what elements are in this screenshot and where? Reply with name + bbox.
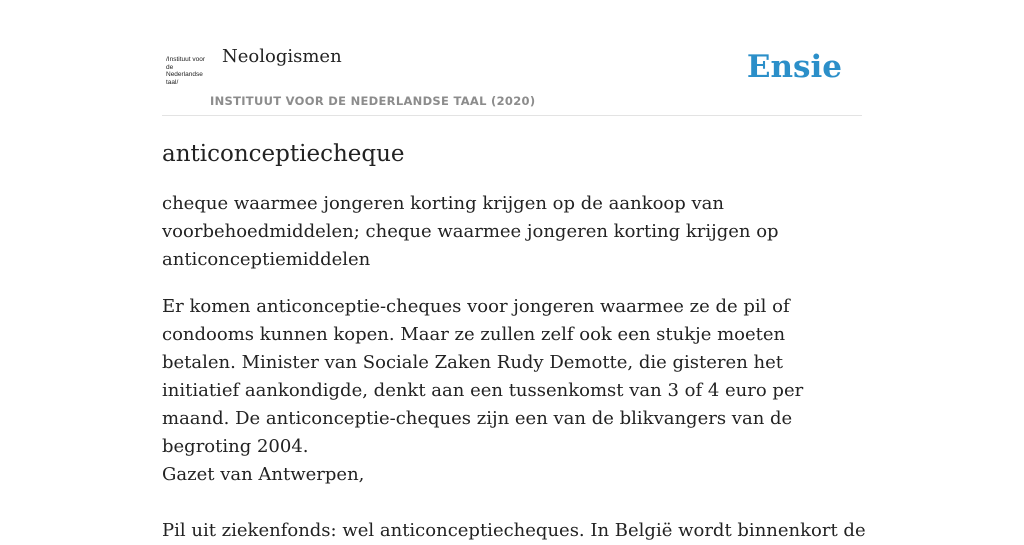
source-name[interactable]: Neologismen <box>222 46 342 67</box>
definition: cheque waarmee jongeren korting krijgen op de aankoop van voorbehoedmiddelen; cheque waarmee jongeren korting krijgen op anticonceptiemiddelen <box>162 193 779 270</box>
quote-text: Er komen anticonceptie-cheques voor jongeren waarmee ze de pil of condooms kunnen kopen. Maar ze zullen zelf ook een stukje moeten betalen. Minister van Sociale Zaken Rudy Demotte, die gisteren het initiatief aankondigde, denkt aan een tussenkomst van 3 of 4 euro per maand. De anticonceptie-cheques zijn een van de blikvangers van de begroting 2004. <box>162 296 804 457</box>
entry-content <box>162 138 866 545</box>
quote-source: Gazet van Antwerpen, <box>162 464 365 485</box>
example-quote-2: Pil uit ziekenfonds: wel anticonceptiecheques. In België wordt binnenkort de <box>162 520 866 541</box>
institute-logo[interactable]: /Instituut voor de Nederlandse taal/ <box>166 56 206 86</box>
headword: anticonceptiecheque <box>162 141 405 167</box>
example-quote <box>162 293 862 489</box>
source-header <box>162 40 862 116</box>
ensie-logo[interactable]: Ensie <box>746 49 842 85</box>
publisher-label: INSTITUUT VOOR DE NEDERLANDSE TAAL (2020) <box>210 94 536 108</box>
